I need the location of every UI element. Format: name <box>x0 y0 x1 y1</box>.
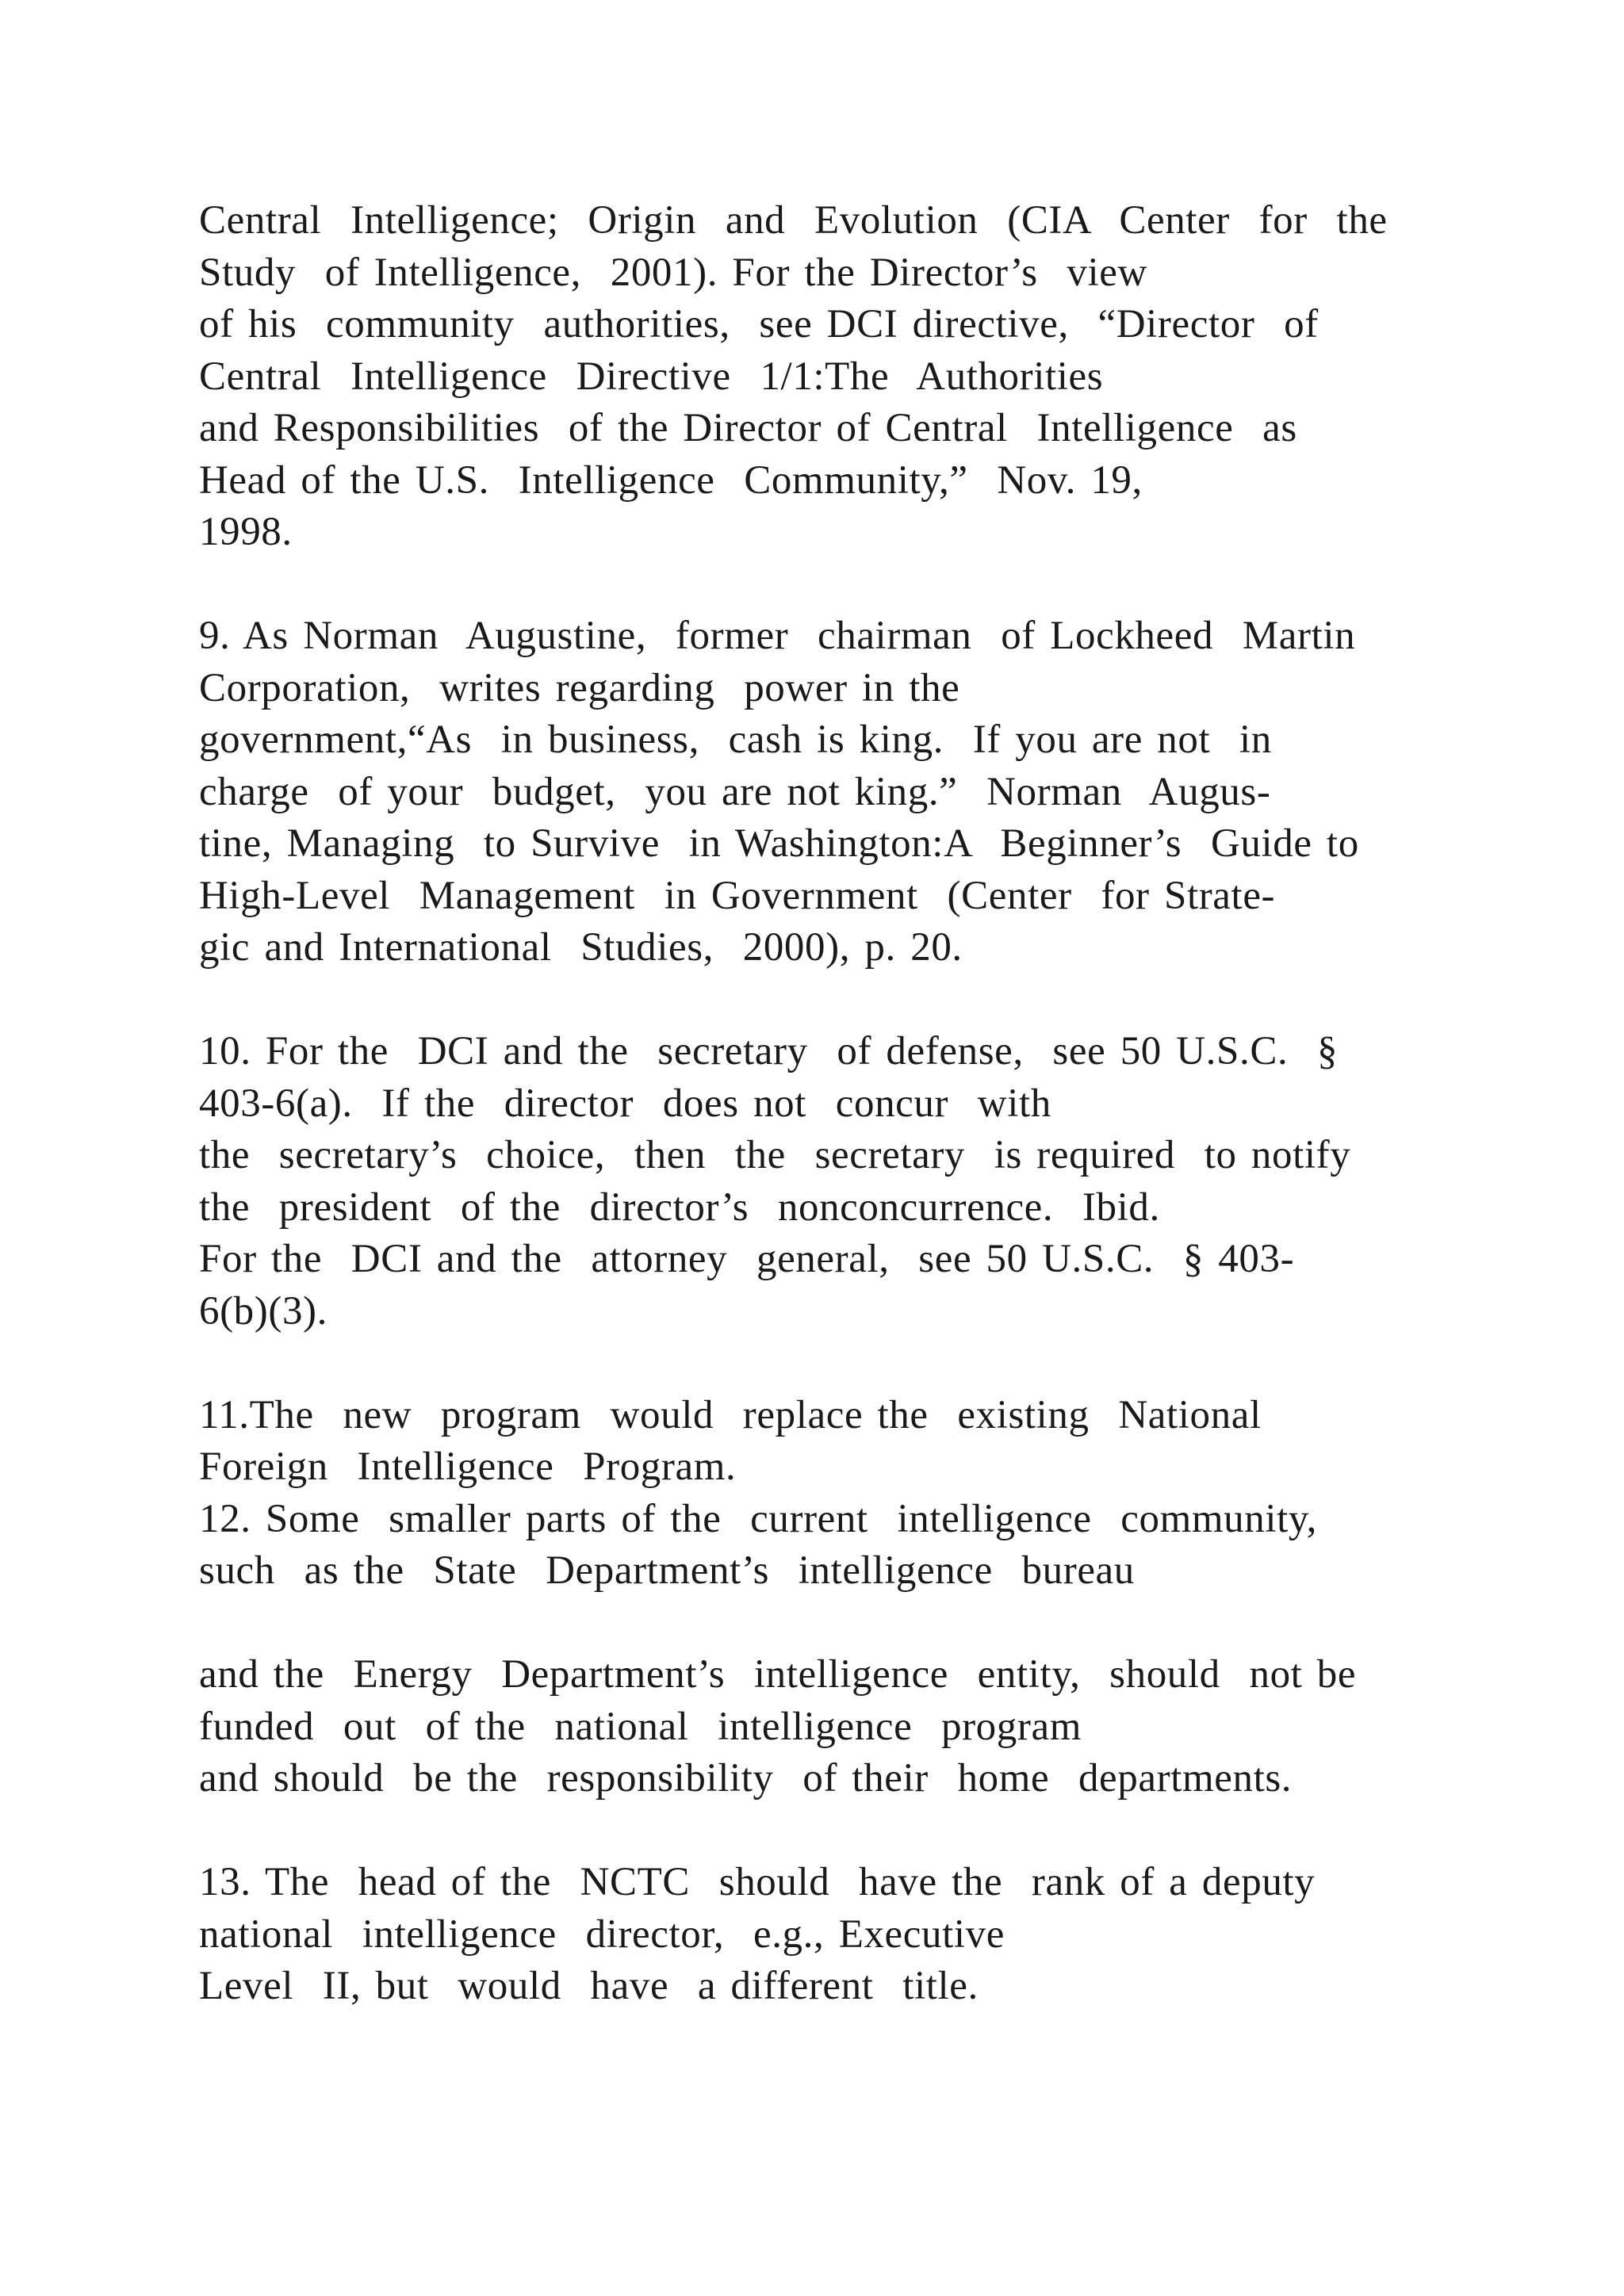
note-11-12 <box>199 1390 1547 1598</box>
note-10 <box>199 1026 1547 1337</box>
text-line: gic and International Studies, 2000), p. 20. <box>199 925 963 970</box>
paragraph-gap <box>199 1805 1547 1858</box>
text-line: 9. As Norman Augustine, former chairman of Lockheed Martin <box>199 614 1356 658</box>
text-line: and Responsibilities of the Director of Central Intelligence as <box>199 406 1297 450</box>
text-line: government,“As in business, cash is king. If you are not in <box>199 718 1272 762</box>
text-line: Head of the U.S. Intelligence Community,” Nov. 19, <box>199 457 1143 503</box>
text-line: national intelligence director, e.g., Executive <box>199 1911 1005 1957</box>
text-line: High-Level Management in Government (Center for Strate- <box>199 873 1276 918</box>
note-13 <box>199 1857 1547 2013</box>
text-line: For the DCI and the attorney general, see 50 U.S.C. § 403- <box>199 1237 1295 1281</box>
note-8-continuation <box>199 195 1547 559</box>
paragraph-gap <box>199 1337 1547 1390</box>
note-9 <box>199 610 1547 974</box>
text-line: 13. The head of the NCTC should have the rank of a deputy <box>199 1860 1316 1904</box>
text-line: funded out of the national intelligence program <box>199 1704 1082 1749</box>
text-line: tine, Managing to Survive in Washington:A Beginner’s Guide to <box>199 821 1359 866</box>
text-line: Study of Intelligence, 2001). For the Director’s view <box>199 250 1147 295</box>
text-line: and should be the responsibility of their home departments. <box>199 1756 1293 1800</box>
text-line: Central Intelligence; Origin and Evolution (CIA Center for the <box>199 198 1388 243</box>
paragraph-gap <box>199 1598 1547 1650</box>
endnotes-text <box>199 195 1547 2013</box>
text-line: 10. For the DCI and the secretary of defense, see 50 U.S.C. § <box>199 1029 1339 1073</box>
text-line: 1998. <box>199 510 293 554</box>
text-line: 6(b)(3). <box>199 1288 327 1334</box>
text-line: such as the State Department’s intelligence bureau <box>199 1548 1135 1593</box>
text-line: of his community authorities, see DCI directive, “Director of <box>199 302 1319 346</box>
paragraph-gap <box>199 974 1547 1027</box>
paragraph-gap <box>199 559 1547 611</box>
text-line: 12. Some smaller parts of the current intelligence community, <box>199 1496 1318 1541</box>
text-line: Foreign Intelligence Program. <box>199 1445 737 1489</box>
text-line: and the Energy Department’s intelligence entity, should not be <box>199 1652 1357 1697</box>
text-line: charge of your budget, you are not king.” Norman Augus- <box>199 769 1271 814</box>
note-12-continuation <box>199 1649 1547 1805</box>
text-line: 11.The new program would replace the existing National <box>199 1392 1262 1437</box>
text-line: Corporation, writes regarding power in the <box>199 665 960 710</box>
text-line: the president of the director’s nonconcurrence. Ibid. <box>199 1184 1160 1230</box>
text-line: Central Intelligence Directive 1/1:The Authorities <box>199 354 1104 399</box>
text-line: the secretary’s choice, then the secretary is required to notify <box>199 1133 1351 1177</box>
text-line: 403-6(a). If the director does not concur with <box>199 1081 1051 1126</box>
text-line: Level II, but would have a different title. <box>199 1964 979 2008</box>
